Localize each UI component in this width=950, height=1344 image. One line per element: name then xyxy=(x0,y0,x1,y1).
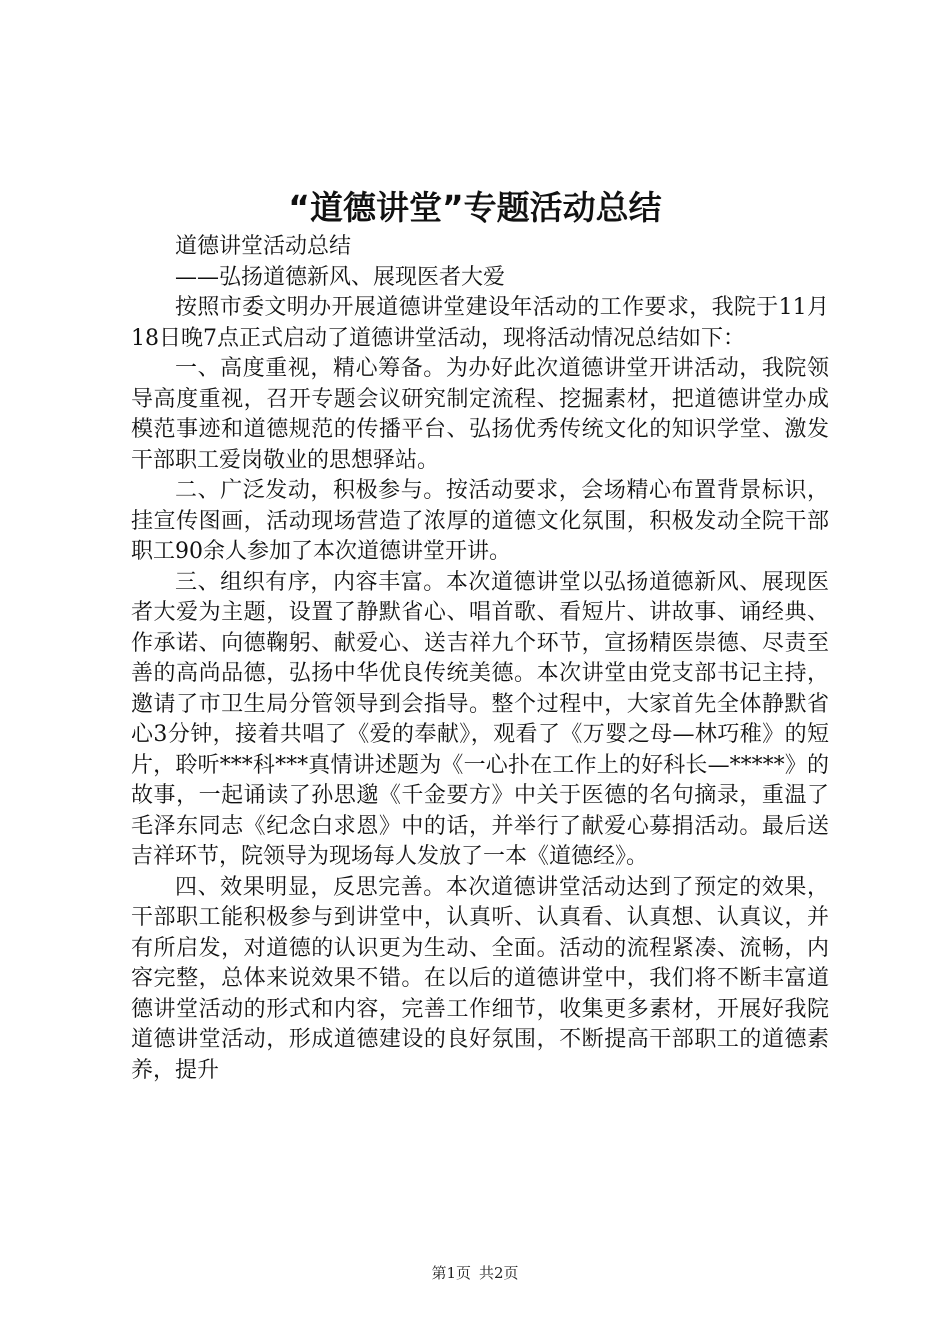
page-footer xyxy=(0,1263,950,1283)
paragraph-section-1: 一、高度重视，精心筹备。为办好此次道德讲堂开讲活动，我院领导高度重视，召开专题会议研究制定流程、挖掘素材，把道德讲堂办成模范事迹和道德规范的传播平台、弘扬优秀传统文化的知识学堂、激发干部职工爱岗敬业的思想驿站。 xyxy=(131,356,829,473)
paragraph-section-3: 三、组织有序，内容丰富。本次道德讲堂以弘扬道德新风、展现医者大爱为主题，设置了静默省心、唱首歌、看短片、讲故事、诵经典、作承诺、向德鞠躬、献爱心、送吉祥九个环节，宣扬精医崇德、尽责至善的高尚品德，弘扬中华优良传统美德。本次讲堂由党支部书记主持，邀请了市卫生局分管领导到会指导。整个过程中，大家首先全体静默省心3分钟，接着共唱了《爱的奉献》，观看了《万婴之母—林巧稚》的短片，聆听***科***真情讲述题为《一心扑在工作上的好科长—*****》的故事，一起诵读了孙思邈《千金要方》中关于医德的名句摘录，重温了毛泽东同志《纪念白求恩》中的话，并举行了献爱心募捐活动。最后送吉祥环节，院领导为现场每人发放了一本《道德经》。 xyxy=(131,569,829,869)
paragraph-section-4: 四、效果明显，反思完善。本次道德讲堂活动达到了预定的效果，干部职工能积极参与到讲堂中，认真听、认真看、认真想、认真议，并有所启发，对道德的认识更为生动、全面。活动的流程紧凑、流畅，内容完整，总体来说效果不错。在以后的道德讲堂中，我们将不断丰富道德讲堂活动的形式和内容，完善工作细节，收集更多素材，开展好我院道德讲堂活动，形成道德建设的良好氛围，不断提高干部职工的道德素养，提升 xyxy=(131,874,829,1083)
page-number-total: 共2页 xyxy=(479,1264,519,1282)
document-body xyxy=(131,232,829,1086)
paragraph-theme: ——弘扬道德新风、展现医者大爱 xyxy=(175,264,506,290)
page-number-current: 第1页 xyxy=(431,1264,471,1282)
paragraph-section-2: 二、广泛发动，积极参与。按活动要求，会场精心布置背景标识，挂宣传图画，活动现场营造了浓厚的道德文化氛围，积极发动全院干部职工90余人参加了本次道德讲堂开讲。 xyxy=(131,478,829,564)
document-title: “道德讲堂”专题活动总结 xyxy=(288,188,662,227)
paragraph-intro: 按照市委文明办开展道德讲堂建设年活动的工作要求，我院于11月18日晚7点正式启动了道德讲堂活动，现将活动情况总结如下： xyxy=(131,295,829,351)
paragraph-subtitle: 道德讲堂活动总结 xyxy=(175,234,352,259)
